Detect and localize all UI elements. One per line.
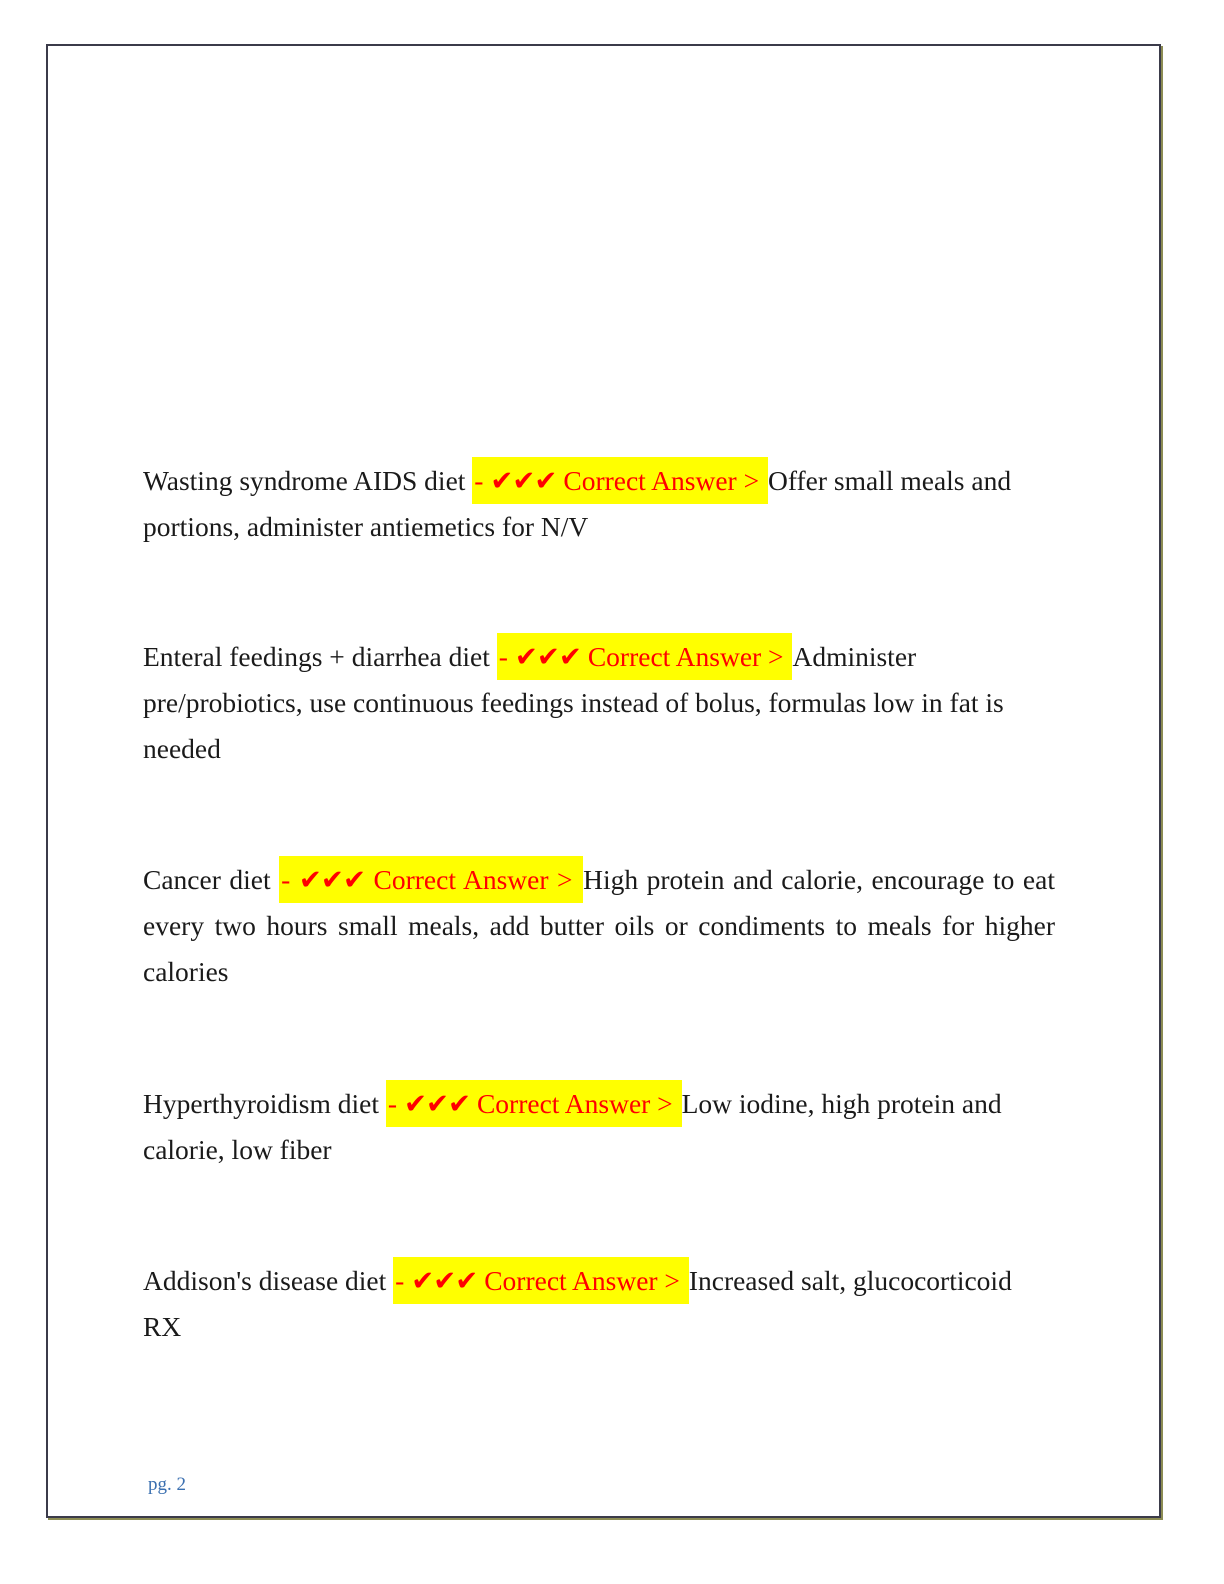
qa-entry — [143, 1258, 1055, 1350]
checkmark-icon: ✔✔✔ — [403, 1088, 471, 1120]
checkmark-icon: ✔✔✔ — [411, 1265, 478, 1297]
qa-entry — [143, 458, 1055, 550]
answer-highlight — [472, 457, 768, 504]
qa-entry — [143, 857, 1055, 995]
answer-text: Low iodine, high protein and calorie, low fiber — [143, 1088, 1002, 1165]
correct-answer-label: Correct Answer > — [477, 1265, 687, 1296]
question-text: Hyperthyroidism diet — [143, 1088, 386, 1119]
answer-text: High protein and calorie, encourage to eat every two hours small meals, add butter oils or condiments to meals for higher calories — [143, 864, 1055, 987]
question-text: Wasting syndrome AIDS diet — [143, 465, 473, 496]
correct-answer-label: Correct Answer > — [556, 465, 766, 496]
answer-highlight — [393, 1257, 689, 1304]
answer-dash: - — [395, 1265, 412, 1296]
answer-dash: - — [474, 465, 491, 496]
page-number: pg. 2 — [148, 1474, 186, 1495]
question-text: Enteral feedings + diarrhea diet — [143, 641, 497, 672]
answer-text: Offer small meals and portions, administer antiemetics for N/V — [143, 465, 1012, 542]
answer-highlight — [497, 633, 793, 680]
answer-dash: - — [387, 1088, 404, 1119]
answer-text: Increased salt, glucocorticoid RX — [143, 1265, 1012, 1342]
checkmark-icon: ✔✔✔ — [490, 465, 557, 497]
answer-highlight — [279, 856, 583, 903]
answer-dash: - — [498, 641, 515, 672]
correct-answer-label: Correct Answer > — [580, 641, 791, 672]
checkmark-icon: ✔✔✔ — [514, 641, 581, 673]
answer-highlight — [386, 1080, 682, 1127]
document-body — [143, 458, 1055, 1350]
qa-entry — [143, 634, 1055, 772]
correct-answer-label: Correct Answer > — [365, 864, 582, 895]
checkmark-icon: ✔✔✔ — [298, 864, 365, 896]
qa-entry — [143, 1081, 1055, 1173]
correct-answer-label: Correct Answer > — [470, 1088, 680, 1119]
question-text: Addison's disease diet — [143, 1265, 394, 1296]
answer-dash: - — [281, 864, 299, 895]
answer-text: Administer pre/probiotics, use continuous feedings instead of bolus, formulas low in fat is needed — [143, 641, 1004, 764]
question-text: Cancer diet — [143, 864, 280, 895]
